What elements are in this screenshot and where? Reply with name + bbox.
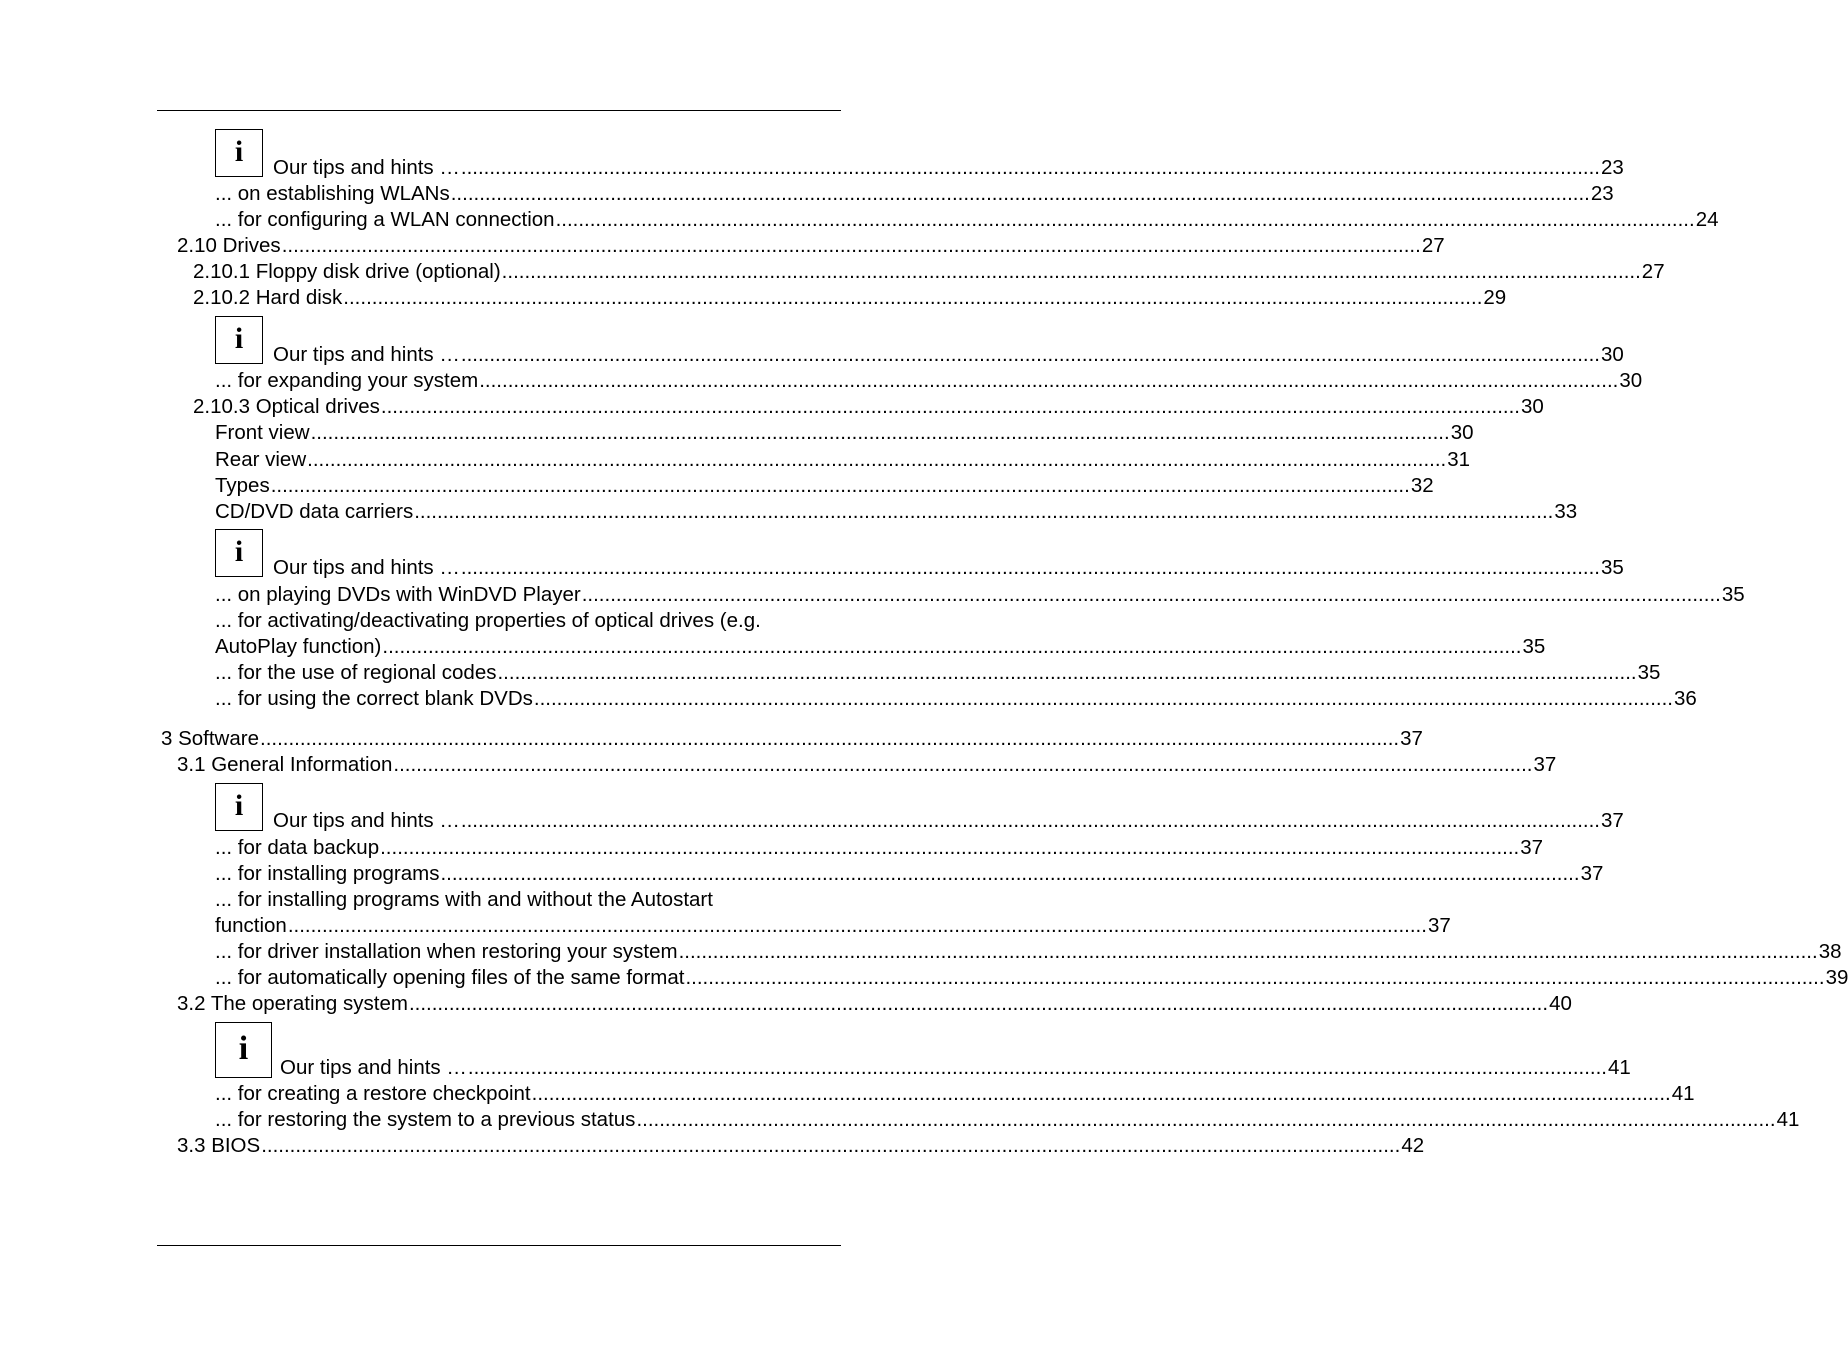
toc-entry-text: Our tips and hints …	[273, 556, 460, 579]
toc-entry-text: ... for using the correct blank DVDs	[215, 687, 533, 710]
toc-entry[interactable]	[177, 1134, 1425, 1158]
dot-leader: ........................................................................................................................................................................................................	[270, 474, 1410, 497]
toc-entry-text: ... for automatically opening files of the same format	[215, 966, 685, 989]
page-number: 37	[1533, 753, 1557, 776]
toc-line	[0, 234, 1445, 258]
toc-entry-text: ... for expanding your system	[215, 369, 479, 392]
toc-line	[0, 966, 1848, 990]
tips-entry[interactable]	[273, 156, 1624, 180]
dot-leader: ........................................................................................................................................................................................................	[450, 182, 1590, 205]
toc-line	[0, 156, 1624, 180]
dot-leader: ........................................................................................................................................................................................................	[460, 343, 1600, 366]
page-number: 35	[1637, 661, 1661, 684]
toc-line	[0, 208, 1719, 232]
toc-entry-text: ... on playing DVDs with WinDVD Player	[215, 583, 581, 606]
toc-line	[0, 1082, 1695, 1106]
dot-leader: ........................................................................................................................................................................................................	[533, 687, 1674, 710]
page-number: 35	[1721, 583, 1745, 606]
toc-entry-text: Our tips and hints …	[280, 1056, 467, 1079]
dot-leader: ........................................................................................................................................................................................................	[460, 156, 1600, 179]
dot-leader: ........................................................................................................................................................................................................	[440, 862, 1580, 885]
toc-line	[0, 1108, 1800, 1132]
toc-line	[0, 914, 1451, 938]
toc-line	[0, 661, 1661, 685]
toc-entry[interactable]	[215, 583, 1745, 607]
page-number: 27	[1421, 234, 1445, 257]
page-number: 31	[1447, 448, 1471, 471]
toc-entry[interactable]	[215, 1082, 1695, 1106]
page-number: 29	[1483, 286, 1507, 309]
toc-entry[interactable]	[177, 234, 1445, 258]
toc-line	[0, 753, 1557, 777]
toc-line	[0, 687, 1697, 711]
toc-entry-text: Types	[215, 474, 270, 497]
toc-line	[0, 286, 1507, 310]
page-number: 39	[1825, 966, 1848, 989]
toc-line	[0, 862, 1604, 886]
toc-entry[interactable]	[177, 753, 1557, 777]
toc-entry[interactable]	[177, 992, 1572, 1016]
toc-line	[0, 182, 1614, 206]
toc-entry[interactable]	[193, 260, 1665, 284]
toc-entry-text: Front view	[215, 421, 310, 444]
toc-line	[0, 343, 1624, 367]
page-number: 23	[1590, 182, 1614, 205]
dot-leader: ........................................................................................................................................................................................................	[408, 992, 1549, 1015]
page-number: 24	[1695, 208, 1719, 231]
toc-line	[0, 583, 1745, 607]
dot-leader: ........................................................................................................................................................................................................	[555, 208, 1695, 231]
toc-entry[interactable]	[215, 369, 1643, 393]
page-number: 35	[1522, 635, 1546, 658]
toc-entry-text: AutoPlay function)	[215, 635, 382, 658]
footer-rule	[157, 1245, 841, 1246]
dot-leader: ........................................................................................................................................................................................................	[497, 661, 1637, 684]
dot-leader: ........................................................................................................................................................................................................	[281, 234, 1421, 257]
page-number: 41	[1671, 1082, 1695, 1105]
dot-leader: ........................................................................................................................................................................................................	[382, 635, 1522, 658]
toc-line	[0, 888, 954, 912]
page-number: 37	[1580, 862, 1604, 885]
toc-entry-text: ... for driver installation when restoring your system	[215, 940, 678, 963]
toc-entry-text: 3.2 The operating system	[177, 992, 408, 1015]
toc-entry-text: 2.10.1 Floppy disk drive (optional)	[193, 260, 501, 283]
toc-line	[0, 474, 1434, 498]
toc-entry[interactable]	[215, 208, 1719, 232]
info-icon: i	[215, 529, 263, 577]
page-number: 37	[1601, 809, 1624, 832]
page-number: 30	[1521, 395, 1544, 418]
toc-line	[0, 395, 1544, 419]
page-number: 37	[1400, 727, 1423, 750]
dot-leader: ........................................................................................................................................................................................................	[414, 500, 1554, 523]
dot-leader: ........................................................................................................................................................................................................	[260, 727, 1400, 750]
toc-entry-text: 2.10.2 Hard disk	[193, 286, 343, 309]
page-number: 42	[1401, 1134, 1425, 1157]
toc-entry-text: Our tips and hints …	[273, 343, 460, 366]
toc-entry[interactable]	[215, 500, 1578, 524]
toc-entry[interactable]	[215, 448, 1471, 472]
toc-entry-text: function	[215, 914, 287, 937]
dot-leader: ........................................................................................................................................................................................................	[479, 369, 1619, 392]
page-number: 30	[1450, 421, 1474, 444]
toc-entry-text: ... for activating/deactivating properties of optical drives (e.g.	[215, 609, 761, 632]
dot-leader: ........................................................................................................................................................................................................	[460, 809, 1600, 832]
dot-leader: ........................................................................................................................................................................................................	[531, 1082, 1671, 1105]
toc-line	[0, 1134, 1425, 1158]
toc-entry-text: ... for installing programs with and without the Autostart	[215, 888, 713, 911]
toc-entry-text: ... for restoring the system to a previous status	[215, 1108, 636, 1131]
page-number: 27	[1641, 260, 1665, 283]
toc-line	[0, 635, 1546, 659]
toc-entry-text: ... on establishing WLANs	[215, 182, 450, 205]
toc-entry[interactable]	[215, 635, 1546, 659]
toc-line	[0, 992, 1572, 1016]
toc-entry-text: 2.10 Drives	[177, 234, 281, 257]
toc-entry[interactable]	[215, 862, 1604, 886]
info-icon: i	[215, 316, 263, 364]
toc-line	[0, 727, 1423, 751]
dot-leader: ........................................................................................................................................................................................................	[636, 1108, 1776, 1131]
page-number: 30	[1601, 343, 1624, 366]
dot-leader: ........................................................................................................................................................................................................	[380, 395, 1520, 418]
toc-entry[interactable]	[215, 474, 1434, 498]
info-icon: i	[215, 783, 263, 831]
toc-line	[0, 1056, 1631, 1080]
dot-leader: ........................................................................................................................................................................................................	[343, 286, 1483, 309]
toc-entry[interactable]	[215, 661, 1661, 685]
toc-entry[interactable]	[193, 286, 1507, 310]
toc-entry[interactable]	[193, 395, 1544, 419]
tips-entry[interactable]	[273, 809, 1624, 833]
toc-entry-text: CD/DVD data carriers	[215, 500, 414, 523]
dot-leader: ........................................................................................................................................................................................................	[393, 753, 1533, 776]
toc-entry[interactable]	[215, 1108, 1800, 1132]
page-number: 32	[1410, 474, 1434, 497]
page-number: 41	[1608, 1056, 1631, 1079]
dot-leader: ........................................................................................................................................................................................................	[685, 966, 1825, 989]
tips-entry[interactable]	[273, 556, 1624, 580]
toc-entry[interactable]	[215, 940, 1842, 964]
tips-entry[interactable]	[280, 1056, 1631, 1080]
toc-entry-text: ... for creating a restore checkpoint	[215, 1082, 531, 1105]
dot-leader: ........................................................................................................................................................................................................	[261, 1134, 1401, 1157]
page-number: 35	[1601, 556, 1624, 579]
page-number: 30	[1619, 369, 1643, 392]
toc-entry-text: 2.10.3 Optical drives	[193, 395, 380, 418]
toc-line	[0, 260, 1665, 284]
dot-leader: ........................................................................................................................................................................................................	[287, 914, 1427, 937]
info-icon: i	[215, 129, 263, 177]
toc-line	[0, 609, 954, 633]
toc-line	[0, 369, 1643, 393]
toc-line	[0, 500, 1578, 524]
toc-line	[0, 421, 1474, 445]
toc-entry-text: Our tips and hints …	[273, 156, 460, 179]
page-number: 36	[1674, 687, 1697, 710]
dot-leader: ........................................................................................................................................................................................................	[307, 448, 1447, 471]
toc-entry[interactable]	[161, 727, 1423, 751]
dot-leader: ........................................................................................................................................................................................................	[310, 421, 1450, 444]
toc-entry-text: ... for configuring a WLAN connection	[215, 208, 555, 231]
toc-entry-text: 3.1 General Information	[177, 753, 393, 776]
toc-entry-text: 3 Software	[161, 727, 259, 750]
toc-entry-text: ... for installing programs	[215, 862, 440, 885]
dot-leader: ........................................................................................................................................................................................................	[467, 1056, 1607, 1079]
toc-line	[0, 809, 1624, 833]
toc-entry-text: Our tips and hints …	[273, 809, 460, 832]
dot-leader: ........................................................................................................................................................................................................	[460, 556, 1600, 579]
dot-leader: ........................................................................................................................................................................................................	[581, 583, 1721, 606]
toc-entry-text: Rear view	[215, 448, 307, 471]
toc-entry[interactable]	[215, 914, 1451, 938]
page-number: 23	[1601, 156, 1624, 179]
toc-line	[0, 940, 1842, 964]
page-number: 37	[1520, 836, 1544, 859]
page-number: 37	[1427, 914, 1451, 937]
page-number: 33	[1554, 500, 1578, 523]
toc-entry[interactable]	[215, 687, 1697, 711]
page-number: 40	[1549, 992, 1572, 1015]
info-icon: i	[215, 1022, 272, 1078]
toc-entry[interactable]	[215, 182, 1614, 206]
dot-leader: ........................................................................................................................................................................................................	[678, 940, 1818, 963]
toc-entry-text: ... for data backup	[215, 836, 380, 859]
toc-line	[0, 556, 1624, 580]
tips-entry[interactable]	[273, 343, 1624, 367]
toc-entry-text: ... for the use of regional codes	[215, 661, 497, 684]
toc-entry[interactable]	[215, 421, 1474, 445]
toc-entry-text: 3.3 BIOS	[177, 1134, 261, 1157]
toc-entry[interactable]	[215, 966, 1848, 990]
dot-leader: ........................................................................................................................................................................................................	[501, 260, 1641, 283]
toc-line	[0, 448, 1471, 472]
page-number: 41	[1776, 1108, 1800, 1131]
dot-leader: ........................................................................................................................................................................................................	[380, 836, 1520, 859]
toc-entry[interactable]	[215, 836, 1544, 860]
page-number: 38	[1818, 940, 1842, 963]
toc-line	[0, 836, 1544, 860]
